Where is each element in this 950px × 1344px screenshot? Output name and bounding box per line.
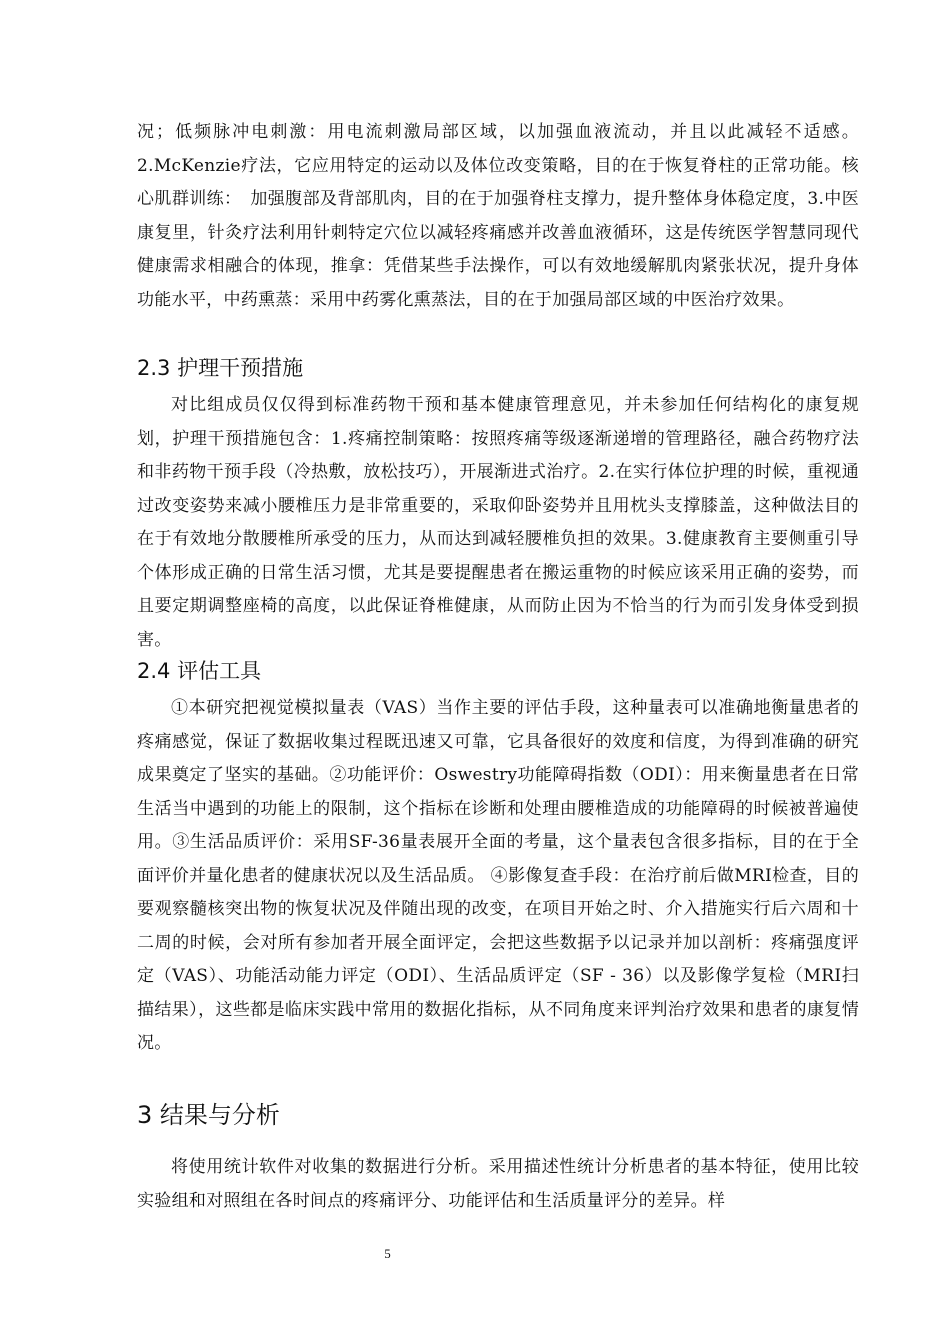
heading-3: 3 结果与分析 bbox=[137, 1101, 280, 1129]
heading-2-4: 2.4 评估工具 bbox=[137, 659, 262, 683]
paragraph-nursing-intervention: 对比组成员仅仅得到标准药物干预和基本健康管理意见，并未参加任何结构化的康复规划，护理干预措施包含：1.疼痛控制策略：按照疼痛等级逐渐递增的管理路径，融合药物疗法和非药物干预手段（冷热敷，放松技巧），开展渐进式治疗。2.在实行体位护理的时候，重视通过改变姿势来减小腰椎压力是非常重要的，采取仰卧姿势并且用枕头支撑膝盖，这种做法目的在于有效地分散腰椎所承受的压力，从而达到减轻腰椎负担的效果。3.健康教育主要侧重引导个体形成正确的日常生活习惯，尤其是要提醒患者在搬运重物的时候应该采用正确的姿势，而且要定期调整座椅的高度，以此保证脊椎健康，从而防止因为不恰当的行为而引发身体受到损害。 bbox=[137, 395, 859, 650]
paragraph-results: 将使用统计软件对收集的数据进行分析。采用描述性统计分析患者的基本特征，使用比较实验组和对照组在各时间点的疼痛评分、功能评估和生活质量评分的差异。样 bbox=[137, 1157, 859, 1211]
paragraph-assessment-tools: ①本研究把视觉模拟量表（VAS）当作主要的评估手段，这种量表可以准确地衡量患者的疼痛感觉，保证了数据收集过程既迅速又可靠，它具备很好的效度和信度，为得到准确的研究成果奠定了坚实的基础。②功能评价：Oswestry功能障碍指数（ODI）：用来衡量患者在日常生活当中遇到的功能上的限制，这个指标在诊断和处理由腰椎造成的功能障碍的时候被普遍使用。③生活品质评价：采用SF-36量表展开全面的考量，这个量表包含很多指标，目的在于全面评价并量化患者的健康状况以及生活品质。 ④影像复查手段：在治疗前后做MRI检查，目的要观察髓核突出物的恢复状况及伴随出现的改变，在项目开始之时、介入措施实行后六周和十二周的时候，会对所有参加者开展全面评定，会把这些数据予以记录并加以剖析：疼痛强度评定（VAS）、功能活动能力评定（ODI）、生活品质评定（SF - 36）以及影像学复检（MRI扫描结果），这些都是临床实践中常用的数据化指标，从不同角度来评判治疗效果和患者的康复情况。 bbox=[137, 698, 859, 1053]
paragraph-rehab-methods: 况；低频脉冲电刺激：用电流刺激局部区域，以加强血液流动，并且以此减轻不适感。2.McKenzie疗法，它应用特定的运动以及体位改变策略，目的在于恢复脊柱的正常功能。核心肌群训练： 加强腹部及背部肌肉，目的在于加强脊柱支撑力，提升整体身体稳定度，3.中医康复里，针灸疗法利用针刺特定穴位以减轻疼痛感并改善血液循环，这是传统医学智慧同现代健康需求相融合的体现，推拿：凭借某些手法操作，可以有效地缓解肌肉紧张状况，提升身体功能水平，中药熏蒸：采用中药雾化熏蒸法，目的在于加强局部区域的中医治疗效果。 bbox=[137, 122, 859, 310]
page-number: 5 bbox=[384, 1246, 391, 1261]
heading-2-3: 2.3 护理干预措施 bbox=[137, 356, 304, 380]
